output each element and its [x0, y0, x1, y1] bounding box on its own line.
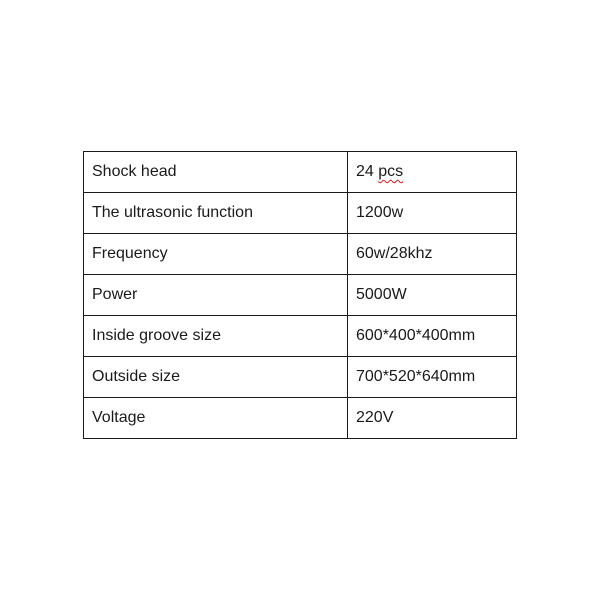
row-label: Shock head — [84, 152, 348, 193]
spelling-underlined-unit: pcs — [378, 163, 404, 180]
row-value — [348, 152, 517, 193]
table-row — [84, 275, 517, 316]
table-row — [84, 398, 517, 439]
row-value: 5000W — [348, 275, 517, 316]
row-value: 60w/28khz — [348, 234, 517, 275]
row-label: The ultrasonic function — [84, 193, 348, 234]
row-value: 700*520*640mm — [348, 357, 517, 398]
value-number: 24 — [356, 163, 374, 180]
table-row — [84, 316, 517, 357]
spec-table — [83, 151, 517, 439]
table-row — [84, 357, 517, 398]
row-value: 1200w — [348, 193, 517, 234]
table-row — [84, 193, 517, 234]
row-label: Frequency — [84, 234, 348, 275]
row-value: 600*400*400mm — [348, 316, 517, 357]
table-row — [84, 234, 517, 275]
row-label: Inside groove size — [84, 316, 348, 357]
row-label: Outside size — [84, 357, 348, 398]
row-value: 220V — [348, 398, 517, 439]
row-label: Power — [84, 275, 348, 316]
table-row — [84, 152, 517, 193]
row-label: Voltage — [84, 398, 348, 439]
